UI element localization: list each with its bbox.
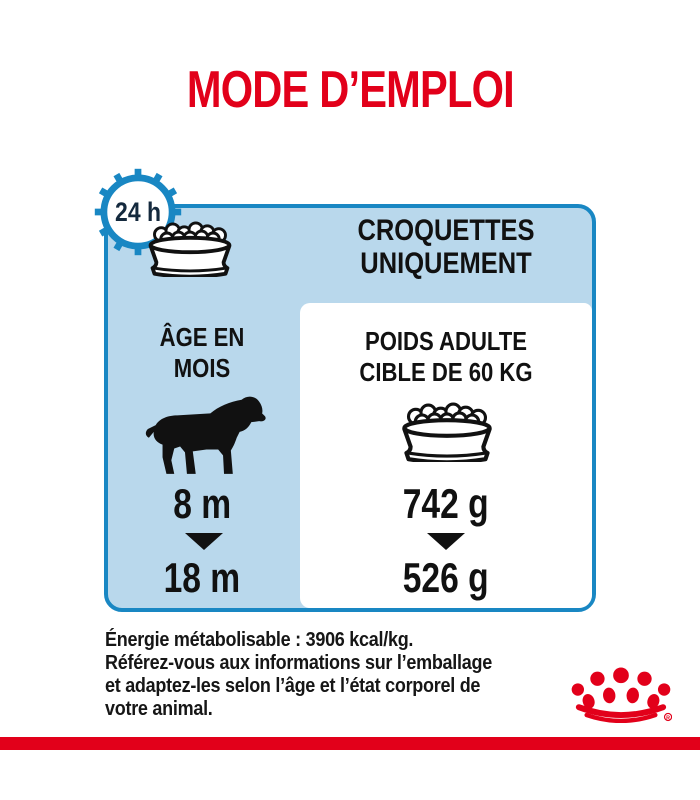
weight-start-value: 742 g — [403, 480, 489, 527]
dog-silhouette-icon — [144, 388, 266, 478]
panel-header — [300, 214, 592, 280]
panel-header-line2: UNIQUEMENT — [360, 247, 532, 280]
footnote-line2: Référez-vous aux informations sur l’emballage — [105, 652, 492, 674]
page-title: MODE D’EMPLOI — [186, 61, 514, 119]
bottom-red-bar — [0, 737, 700, 750]
royal-canin-crown-icon — [570, 666, 672, 724]
footnote-text — [105, 629, 555, 721]
registered-trademark-icon — [665, 713, 672, 721]
age-end-value: 18 m — [163, 554, 241, 601]
weight-column-header — [300, 326, 592, 388]
age-header-line1: ÂGE EN — [159, 322, 245, 352]
age-column-header — [104, 322, 300, 384]
footnote-line4: votre animal. — [105, 698, 213, 720]
weight-header-line2: CIBLE DE 60 KG — [359, 357, 533, 387]
down-arrow-icon — [185, 533, 223, 550]
food-bowl-icon — [395, 402, 499, 462]
food-bowl-icon — [142, 221, 238, 275]
footnote-line3: et adaptez-les selon l’âge et l’état corporel de — [105, 675, 481, 697]
footnote-line1: Énergie métabolisable : 3906 kcal/kg. — [105, 629, 414, 651]
age-header-line2: MOIS — [173, 353, 231, 383]
svg-text:R: R — [666, 715, 670, 722]
panel-header-line1: CROQUETTES — [357, 214, 535, 247]
clock-label: 24 h — [115, 196, 161, 227]
weight-end-value: 526 g — [403, 554, 489, 601]
down-arrow-icon — [427, 533, 465, 550]
age-start-value: 8 m — [173, 480, 231, 527]
weight-header-line1: POIDS ADULTE — [364, 326, 528, 356]
